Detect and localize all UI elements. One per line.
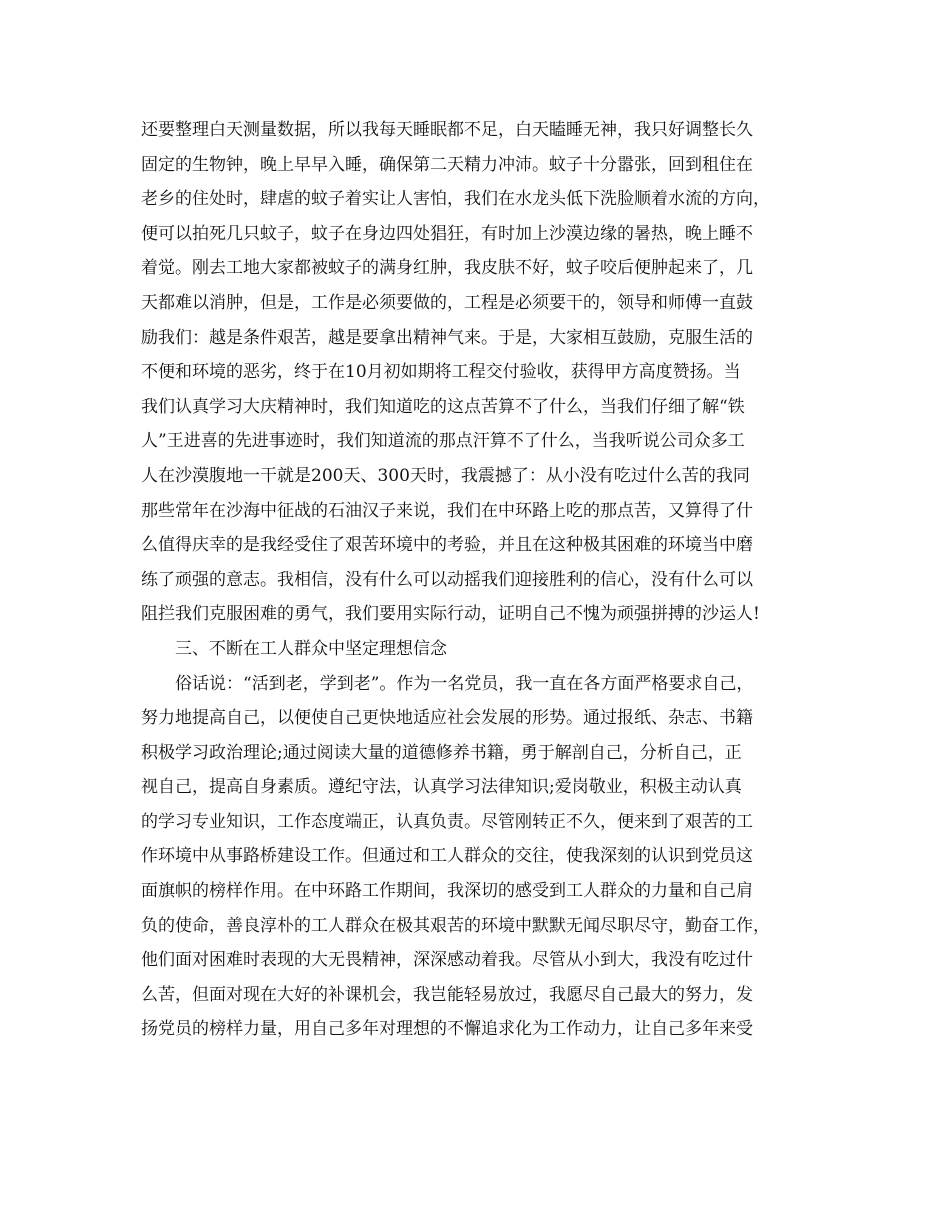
text-line: 天都难以消肿，但是，工作是必须要做的，工程是必须要干的，领导和师傅一直鼓 [141,292,753,313]
text-line: 积极学习政治理论;通过阅读大量的道德修养书籍，勇于解剖自己，分析自己，正 [141,742,742,763]
text-line: 阻拦我们克服困难的勇气，我们要用实际行动，证明自己不愧为顽强拼搏的沙运人! [141,604,760,625]
text-line: 练了顽强的意志。我相信，没有什么可以动摇我们迎接胜利的信心，没有什么可以 [141,569,753,590]
text-line: 负的使命，善良淳朴的工人群众在极其艰苦的环境中默默无闻尽职尽守，勤奋工作， [141,915,770,936]
text-line: 着觉。刚去工地大家都被蚊子的满身红肿，我皮肤不好，蚊子咬后便肿起来了，几 [141,258,753,279]
text-line: 老乡的住处时，肆虐的蚊子着实让人害怕，我们在水龙头低下洗脸顺着水流的方向， [141,189,770,210]
text-line: 不便和环境的恶劣，终于在10月初如期将工程交付验收，获得甲方高度赞扬。当 [141,362,741,383]
text-line: 人在沙漠腹地一干就是200天、300天时，我震撼了：从小没有吃过什么苦的我同 [141,465,750,486]
text-line: 作环境中从事路桥建设工作。但通过和工人群众的交往，使我深刻的认识到党员这 [141,846,753,867]
text-line: 么苦，但面对现在大好的补课机会，我岂能轻易放过，我愿尽自己最大的努力，发 [141,984,753,1005]
text-line: 我们认真学习大庆精神时，我们知道吃的这点苦算不了什么，当我们仔细了解“铁 [141,396,745,417]
text-line: 么值得庆幸的是我经受住了艰苦环境中的考验，并且在这种极其困难的环境当中磨 [141,535,753,556]
paragraph-first-line: 俗话说：“活到老，学到老”。作为一名党员，我一直在各方面严格要求自己， [175,673,754,694]
text-line: 面旗帜的榜样作用。在中环路工作期间，我深切的感受到工人群众的力量和自己肩 [141,881,753,902]
text-line: 还要整理白天测量数据，所以我每天睡眠都不足，白天瞌睡无神，我只好调整长久 [141,120,753,140]
text-line: 励我们：越是条件艰苦，越是要拿出精神气来。于是，大家相互鼓励，克服生活的 [141,327,753,348]
text-line: 人”王进喜的先进事迹时，我们知道流的那点汗算不了什么，当我听说公司众多工 [141,431,745,452]
text-line: 的学习专业知识，工作态度端正，认真负责。尽管刚转正不久，便来到了艰苦的工 [141,811,753,832]
text-line: 他们面对困难时表现的大无畏精神，深深感动着我。尽管从小到大，我没有吃过什 [141,950,753,971]
text-line: 扬党员的榜样力量，用自己多年对理想的不懈追求化为工作动力，让自己多年来受 [141,1019,753,1040]
text-line: 固定的生物钟，晚上早早入睡，确保第二天精力冲沛。蚊子十分嚣张，回到租住在 [141,154,753,175]
body-text [141,113,831,1047]
section-heading: 三、不断在工人群众中坚定理想信念 [175,638,447,659]
text-line: 那些常年在沙海中征战的石油汉子来说，我们在中环路上吃的那点苦，又算得了什 [141,500,753,521]
text-line: 便可以拍死几只蚊子，蚊子在身边四处猖狂，有时加上沙漠边缘的暑热，晚上睡不 [141,223,753,244]
text-line: 努力地提高自己，以便使自己更快地适应社会发展的形势。通过报纸、杂志、书籍 [141,708,753,729]
text-line: 视自己，提高自身素质。遵纪守法，认真学习法律知识;爱岗敬业，积极主动认真 [141,777,742,798]
